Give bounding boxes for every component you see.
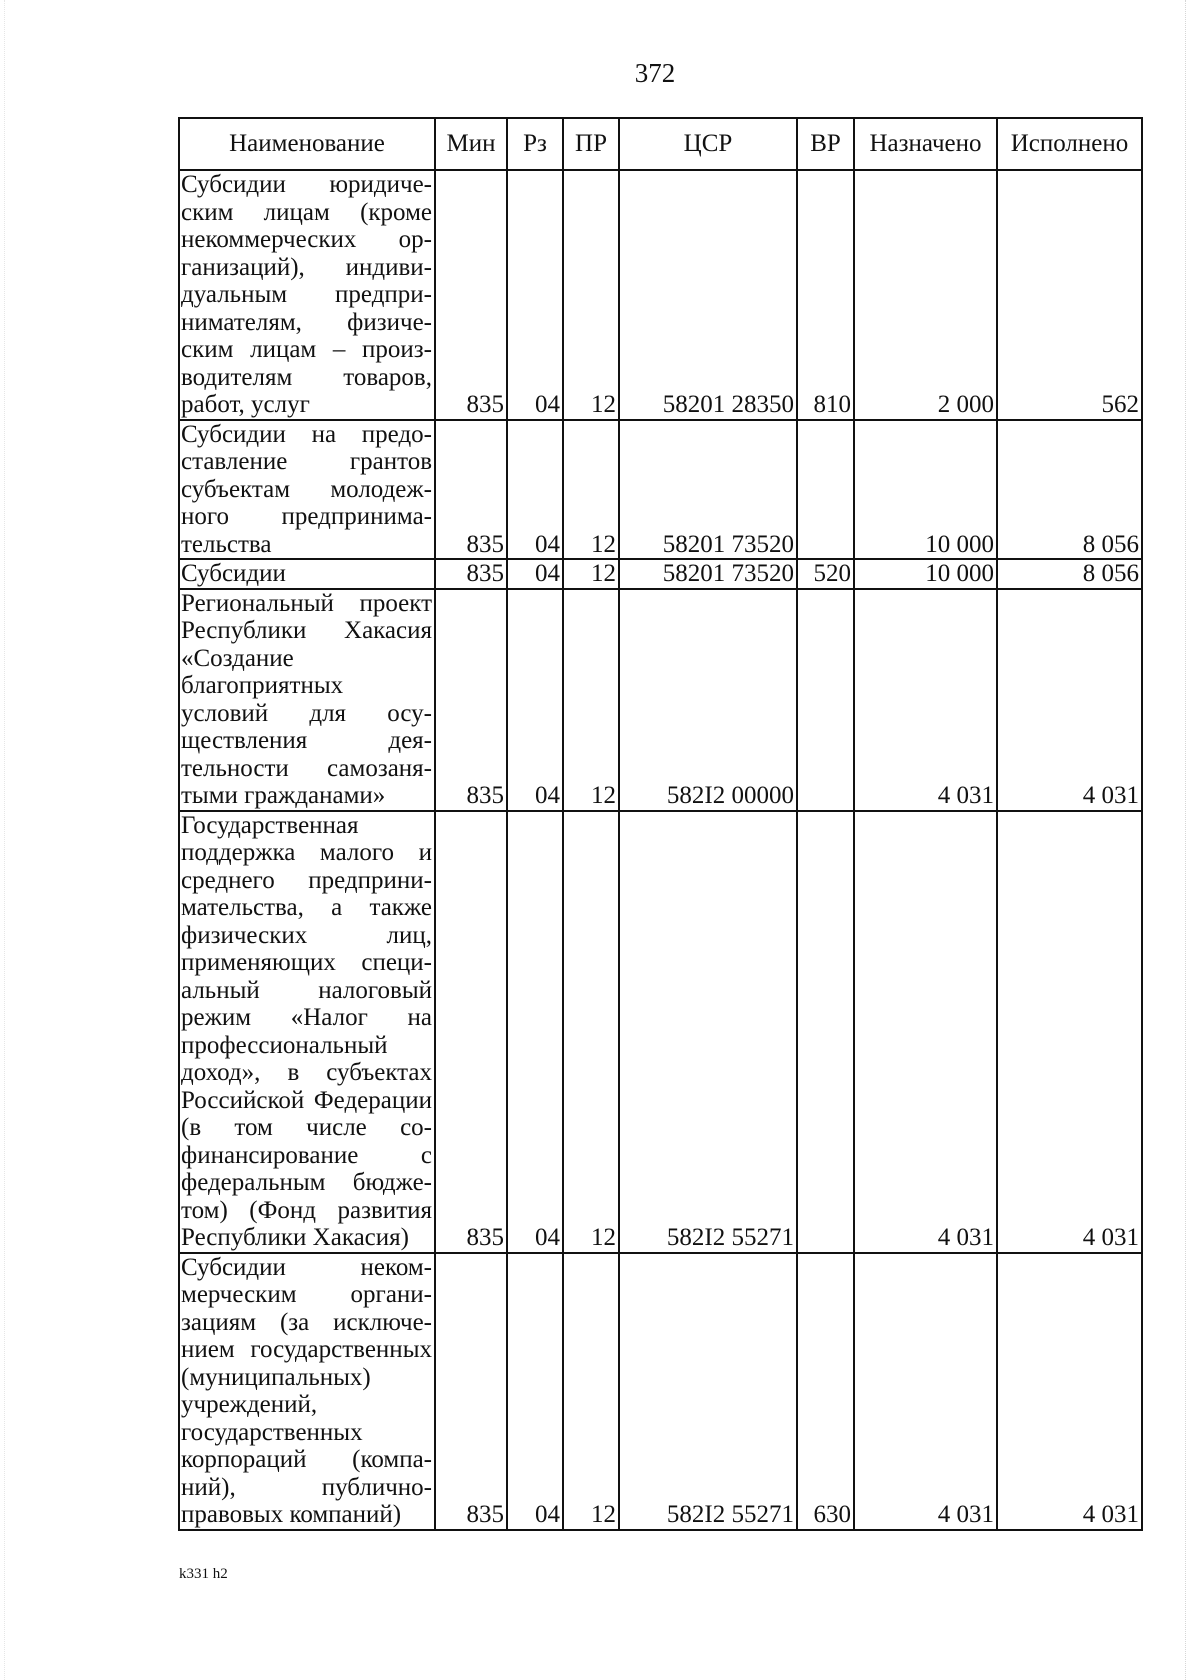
row-name: Субсидии юридическим лицам (кроме некоммерческих организаций), индивидуальным предпринимателям, физическим лицам – производителям товаров, работ, услуг — [179, 170, 435, 420]
footer-code: k331 h2 — [179, 1566, 228, 1582]
row-vr: 810 — [797, 170, 854, 420]
header-csr: ЦСР — [619, 118, 797, 170]
header-assigned: Назначено — [854, 118, 997, 170]
row-min: 835 — [435, 559, 507, 589]
row-executed: 562 — [997, 170, 1142, 420]
table-row — [179, 589, 1142, 811]
row-rz: 04 — [507, 1253, 563, 1530]
row-executed: 4 031 — [997, 1253, 1142, 1530]
row-min: 835 — [435, 1253, 507, 1530]
row-rz: 04 — [507, 589, 563, 811]
row-pr: 12 — [563, 589, 619, 811]
page-number: 372 — [634, 58, 676, 88]
row-min: 835 — [435, 811, 507, 1253]
row-vr — [797, 589, 854, 811]
row-vr: 630 — [797, 1253, 854, 1530]
row-executed: 8 056 — [997, 559, 1142, 589]
row-pr: 12 — [563, 559, 619, 589]
row-name: Субсидии некоммерческим организациям (за исключением государственных (муниципальных) учреждений, государственных корпораций (компаний), публично-правовых компаний) — [179, 1253, 435, 1530]
row-rz: 04 — [507, 420, 563, 560]
table-row — [179, 170, 1142, 420]
row-name: Субсидии — [179, 559, 435, 589]
row-assigned: 10 000 — [854, 420, 997, 560]
row-csr: 582I2 55271 — [619, 811, 797, 1253]
row-csr: 58201 73520 — [619, 559, 797, 589]
row-assigned: 2 000 — [854, 170, 997, 420]
row-pr: 12 — [563, 811, 619, 1253]
row-min: 835 — [435, 420, 507, 560]
table-row — [179, 811, 1142, 1253]
row-name: Государственная поддержка малого и среднего предпринимательства, а также физических лиц, применяющих специальный налоговый режим «Налог на профессиональный доход», в субъектах Российской Федерации (в том числе софинансирование с федеральным бюджетом) (Фонд развития Республики Хакасия) — [179, 811, 435, 1253]
header-rz: Рз — [507, 118, 563, 170]
row-rz: 04 — [507, 559, 563, 589]
table-header-row — [179, 118, 1142, 170]
header-vr: ВР — [797, 118, 854, 170]
header-name: Наименование — [179, 118, 435, 170]
row-rz: 04 — [507, 170, 563, 420]
row-assigned: 4 031 — [854, 811, 997, 1253]
scan-left-edge — [4, 0, 6, 1680]
row-pr: 12 — [563, 170, 619, 420]
row-vr — [797, 811, 854, 1253]
row-vr: 520 — [797, 559, 854, 589]
table-row — [179, 420, 1142, 560]
row-rz: 04 — [507, 811, 563, 1253]
row-csr: 582I2 55271 — [619, 1253, 797, 1530]
row-csr: 58201 73520 — [619, 420, 797, 560]
row-pr: 12 — [563, 1253, 619, 1530]
row-executed: 4 031 — [997, 589, 1142, 811]
row-min: 835 — [435, 589, 507, 811]
row-pr: 12 — [563, 420, 619, 560]
row-assigned: 4 031 — [854, 1253, 997, 1530]
table-row — [179, 1253, 1142, 1530]
table-row — [179, 559, 1142, 589]
row-name: Субсидии на предоставление грантов субъектам молодежного предпринимательства — [179, 420, 435, 560]
scan-right-edge — [1185, 0, 1200, 1680]
row-executed: 8 056 — [997, 420, 1142, 560]
row-executed: 4 031 — [997, 811, 1142, 1253]
header-min: Мин — [435, 118, 507, 170]
budget-table — [178, 117, 1143, 1531]
row-csr: 582I2 00000 — [619, 589, 797, 811]
row-vr — [797, 420, 854, 560]
row-assigned: 4 031 — [854, 589, 997, 811]
header-executed: Исполнено — [997, 118, 1142, 170]
row-name: Региональный проект Республики Хакасия «Создание благоприятных условий для осуществления деятельности самозанятыми гражданами» — [179, 589, 435, 811]
row-csr: 58201 28350 — [619, 170, 797, 420]
row-assigned: 10 000 — [854, 559, 997, 589]
header-pr: ПР — [563, 118, 619, 170]
row-min: 835 — [435, 170, 507, 420]
